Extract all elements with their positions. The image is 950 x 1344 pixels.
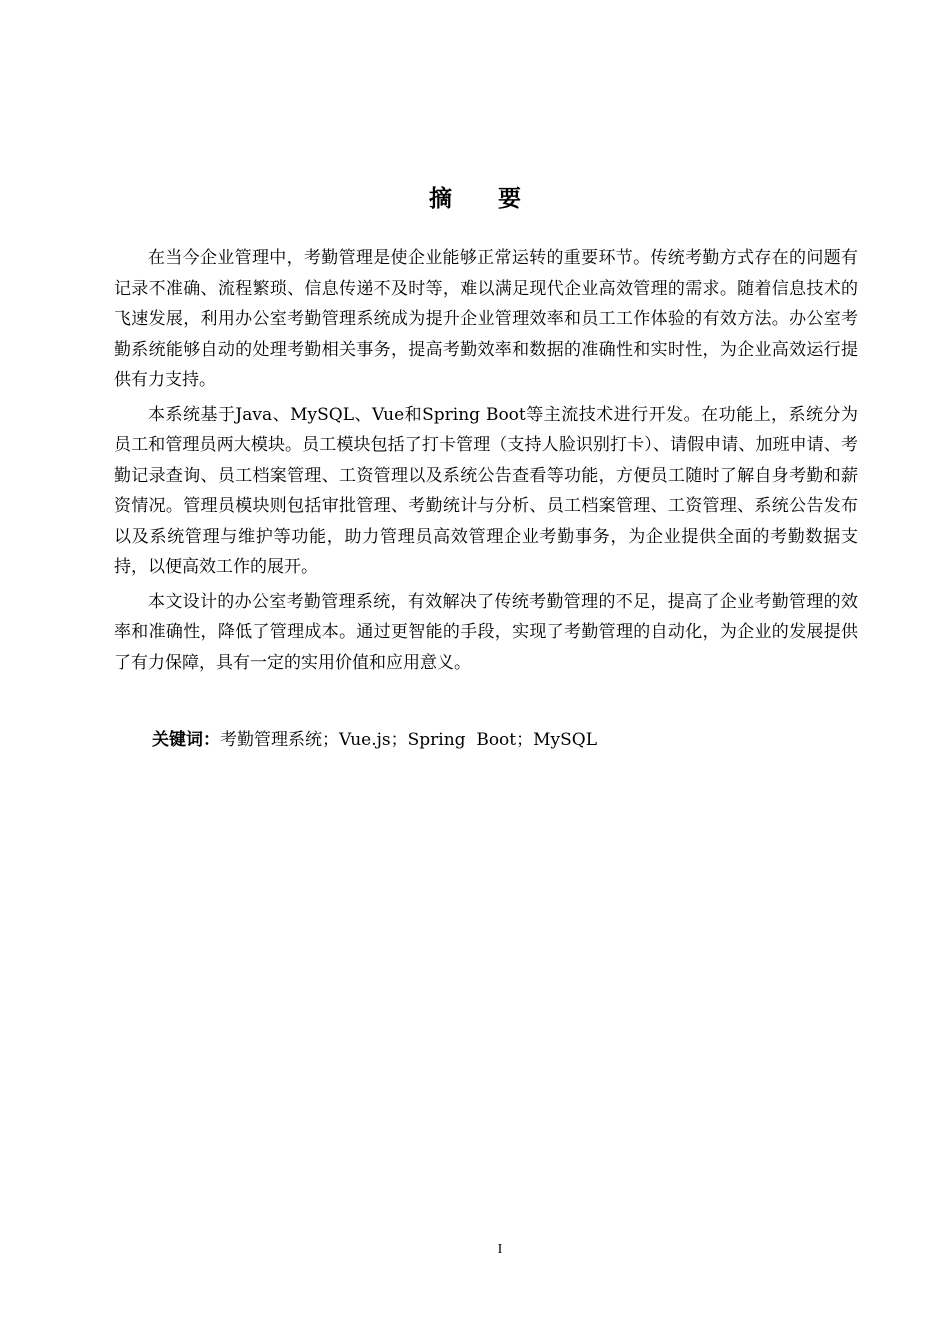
keywords-value: 考勤管理系统；Vue.js；Spring Boot；MySQL	[220, 730, 598, 750]
abstract-paragraph-1: 在当今企业管理中，考勤管理是使企业能够正常运转的重要环节。传统考勤方式存在的问题有记录不准确、流程繁琐、信息传递不及时等，难以满足现代企业高效管理的需求。随着信息技术的飞速发展，利用办公室考勤管理系统成为提升企业管理效率和员工工作体验的有效方法。办公室考勤系统能够自动的处理考勤相关事务，提高考勤效率和数据的准确性和实时性，为企业高效运行提供有力支持。	[114, 248, 858, 390]
keywords-label: 关键词：	[152, 730, 220, 750]
keywords-line	[152, 726, 597, 754]
title-char-2: 要	[498, 186, 521, 212]
abstract-paragraph-2: 本系统基于Java、MySQL、Vue和Spring Boot等主流技术进行开发。在功能上，系统分为员工和管理员两大模块。员工模块包括了打卡管理（支持人脸识别打卡）、请假申请、加班申请、考勤记录查询、员工档案管理、工资管理以及系统公告查看等功能，方便员工随时了解自身考勤和薪资情况。管理员模块则包括审批管理、考勤统计与分析、员工档案管理、工资管理、系统公告发布以及系统管理与维护等功能，助力管理员高效管理企业考勤事务，为企业提供全面的考勤数据支持，以便高效工作的展开。	[114, 404, 858, 577]
title-char-1: 摘	[429, 186, 452, 212]
abstract-title	[0, 180, 950, 213]
page-number: I	[497, 1242, 503, 1257]
abstract-paragraph-3: 本文设计的办公室考勤管理系统，有效解决了传统考勤管理的不足，提高了企业考勤管理的效率和准确性，降低了管理成本。通过更智能的手段，实现了考勤管理的自动化，为企业的发展提供了有力保障，具有一定的实用价值和应用意义。	[114, 591, 858, 673]
abstract-body	[114, 243, 858, 682]
